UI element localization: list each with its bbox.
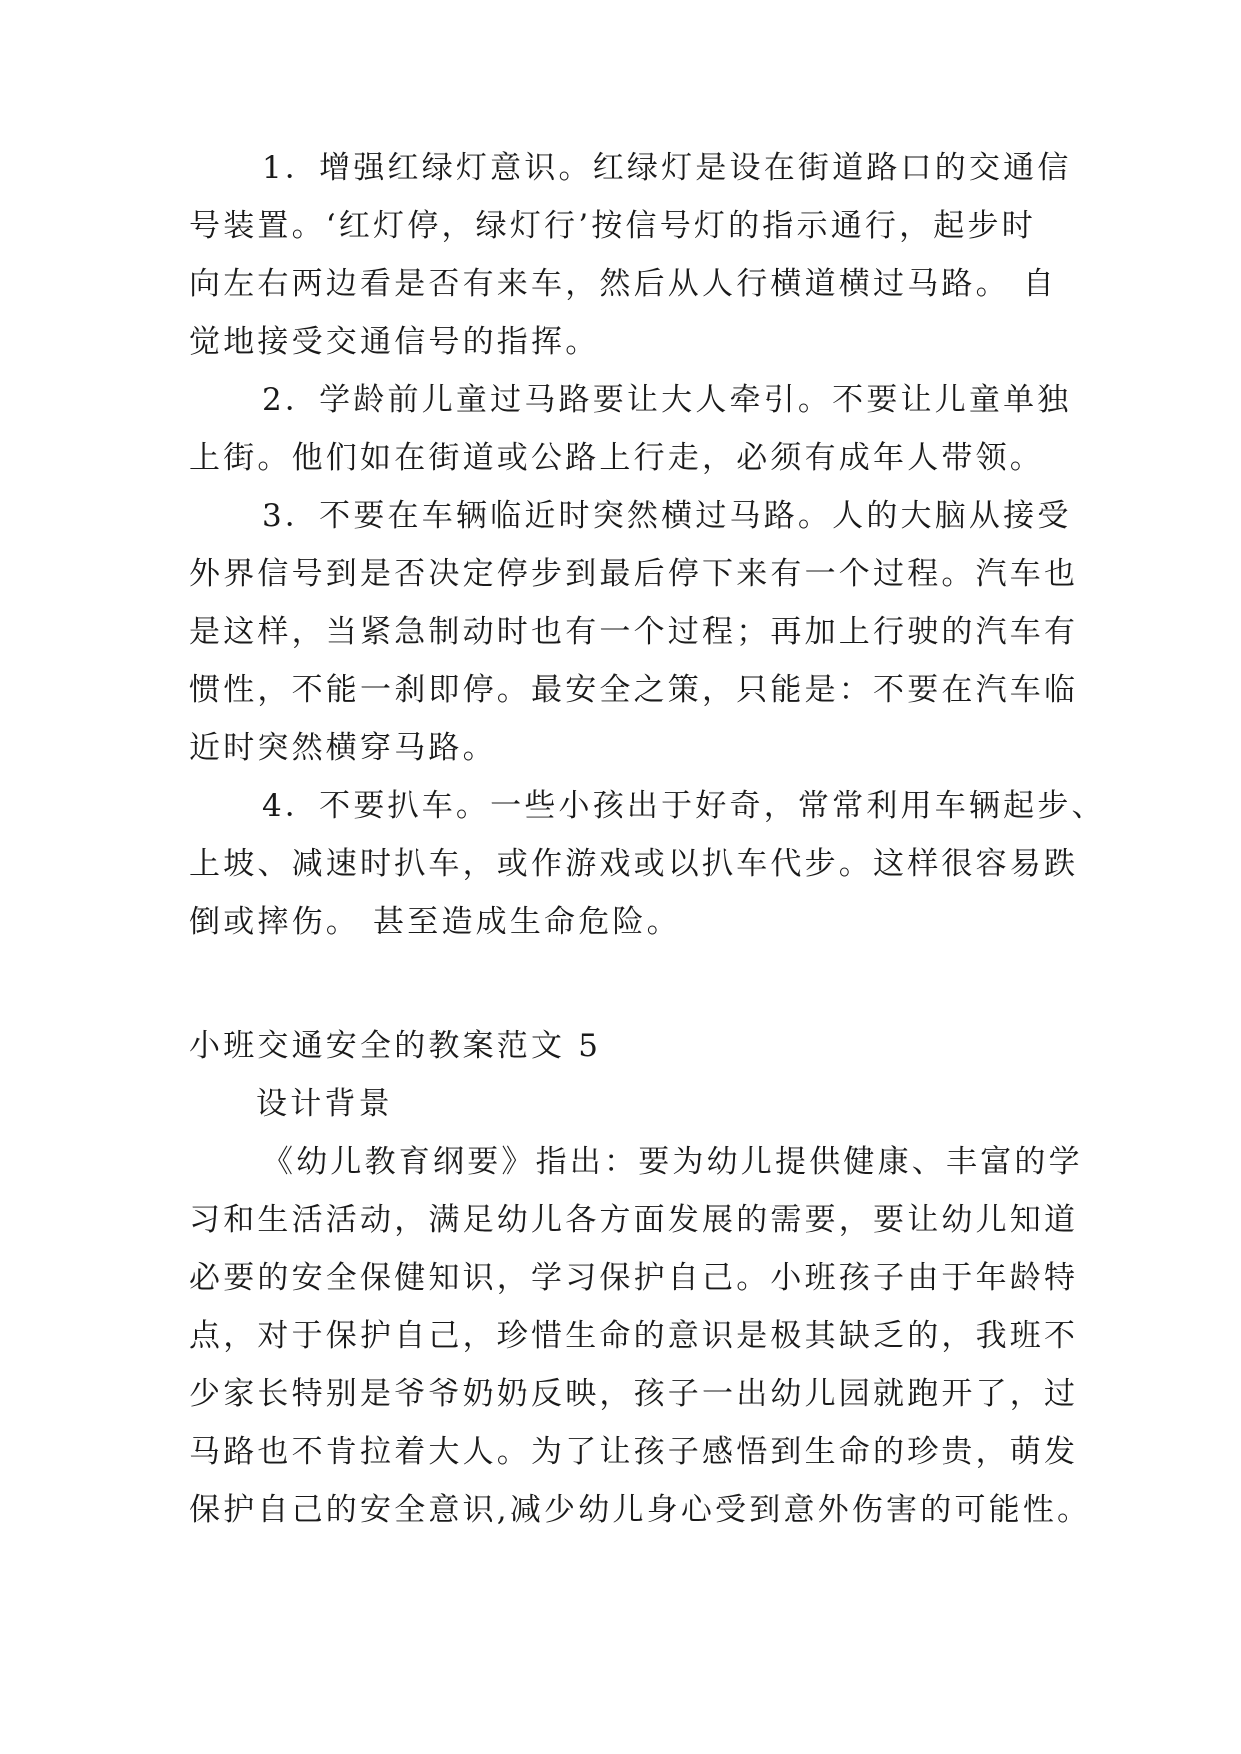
- paragraph-line: 是这样，当紧急制动时也有一个过程；再加上行驶的汽车有: [189, 614, 1079, 650]
- paragraph-line: 近时突然横穿马路。: [189, 730, 497, 766]
- paragraph-line: 点，对于保护自己，珍惜生命的意识是极其缺乏的，我班不: [189, 1318, 1079, 1354]
- section-title: 小班交通安全的教案范文 5: [189, 1028, 602, 1064]
- paragraph-line: 马路也不肯拉着大人。为了让孩子感悟到生命的珍贵，萌发: [189, 1434, 1079, 1470]
- paragraph-line: 倒或摔伤。 甚至造成生命危险。: [189, 904, 681, 940]
- subsection-title: 设计背景: [256, 1086, 393, 1122]
- paragraph-line: 上坡、减速时扒车，或作游戏或以扒车代步。这样很容易跌: [189, 846, 1079, 882]
- paragraph-line: 觉地接受交通信号的指挥。: [189, 324, 600, 360]
- paragraph-line: 3．不要在车辆临近时突然横过马路。人的大脑从接受: [262, 498, 1072, 534]
- paragraph-line: 必要的安全保健知识，学习保护自己。小班孩子由于年龄特: [189, 1260, 1079, 1296]
- paragraph-line: 2．学龄前儿童过马路要让大人牵引。不要让儿童单独: [262, 382, 1072, 418]
- paragraph-line: 向左右两边看是否有来车，然后从人行横道横过马路。 自: [189, 266, 1058, 302]
- paragraph-line: 《幼儿教育纲要》指出：要为幼儿提供健康、丰富的学: [262, 1144, 1083, 1180]
- paragraph-line: 上街。他们如在街道或公路上行走，必须有成年人带领。: [189, 440, 1044, 476]
- paragraph-line: 1．增强红绿灯意识。红绿灯是设在街道路口的交通信: [262, 150, 1072, 186]
- paragraph-line: 号装置。‘红灯停，绿灯行’按信号灯的指示通行，起步时: [189, 208, 1036, 244]
- paragraph-line: 少家长特别是爷爷奶奶反映，孩子一出幼儿园就跑开了，过: [189, 1376, 1079, 1412]
- paragraph-line: 外界信号到是否决定停步到最后停下来有一个过程。汽车也: [189, 556, 1079, 592]
- paragraph-line: 保护自己的安全意识,减少幼儿身心受到意外伤害的可能性。: [189, 1492, 1092, 1528]
- paragraph-line: 4．不要扒车。一些小孩出于好奇，常常利用车辆起步、: [262, 788, 1106, 824]
- paragraph-line: 习和生活活动，满足幼儿各方面发展的需要，要让幼儿知道: [189, 1202, 1079, 1238]
- paragraph-line: 惯性，不能一刹即停。最安全之策，只能是：不要在汽车临: [189, 672, 1079, 708]
